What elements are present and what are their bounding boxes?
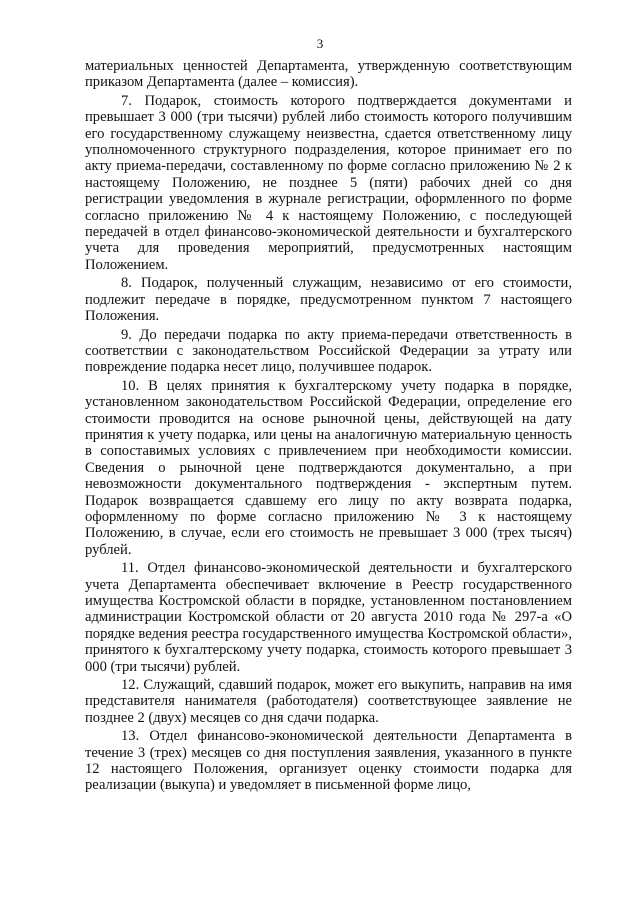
- page-number: 3: [316, 36, 324, 51]
- paragraph-8: 8. Подарок, полученный служащим, независимо от его стоимости, подлежит передаче в порядке, предусмотренном пунктом 7 настоящего Положения.: [85, 275, 572, 325]
- paragraph-13: 13. Отдел финансово-экономической деятельности Департамента в течение 3 (трех) месяцев со дня поступления заявления, указанного в пункте 12 настоящего Положения, организует оценку стоимости подарка для реализации (выкупа) и уведомляет в письменной форме лицо,: [85, 728, 572, 794]
- paragraph-7: 7. Подарок, стоимость которого подтверждается документами и превышает 3 000 (три тысячи) рублей либо стоимость которого получившим его государственному служащему неизвестна, сдается ответственному лицу уполномоченного структурного подразделения, которое принимает его по акту приема-передачи, составленному по форме согласно приложению № 2 к настоящему Положению, не позднее 5 (пяти) рабочих дней со дня регистрации уведомления в журнале регистрации, оформленного по форме согласно приложению № 4 к настоящему Положению, с последующей передачей в отдел финансово-экономической деятельности и бухгалтерского учета для проведения мероприятий, предусмотренных настоящим Положением.: [85, 92, 572, 273]
- paragraph-12: 12. Служащий, сдавший подарок, может его выкупить, направив на имя представителя нанимателя (работодателя) соответствующее заявление не позднее 2 (двух) месяцев со дня сдачи подарка.: [85, 677, 572, 726]
- document-body: [85, 58, 572, 796]
- paragraph-9: 9. До передачи подарка по акту приема-передачи ответственность в соответствии с законодательством Российской Федерации за утрату или повреждение подарка несет лицо, получившее подарок.: [85, 326, 572, 376]
- paragraph-10: 10. В целях принятия к бухгалтерскому учету подарка в порядке, установленном законодательством Российской Федерации, определение его стоимости проводится на основе рыночной цены, действующей на дату принятия к учету подарка, или цены на аналогичную материальную ценность в сопоставимых условиях с привлечением при необходимости комиссии. Сведения о рыночной цене подтверждаются документально, а при невозможности документального подтверждения - экспертным путем. Подарок возвращается сдавшему его лицу по акту возврата подарка, оформленному по форме согласно приложению № 3 к настоящему Положению, в случае, если его стоимость не превышает 3 000 (трех тысяч) рублей.: [85, 377, 572, 558]
- paragraph-11: 11. Отдел финансово-экономической деятельности и бухгалтерского учета Департамента обеспечивает включение в Реестр государственного имущества Костромской области в порядке, установленном постановлением администрации Костромской области от 20 августа 2010 года № 297-а «О порядке ведения реестра государственного имущества Костромской области», принятого к бухгалтерскому учету подарка, стоимость которого превышает 3 000 (три тысячи) рублей.: [85, 560, 572, 675]
- paragraph-continuation: материальных ценностей Департамента, утвержденную соответствующим приказом Департамента (далее – комиссия).: [85, 58, 572, 91]
